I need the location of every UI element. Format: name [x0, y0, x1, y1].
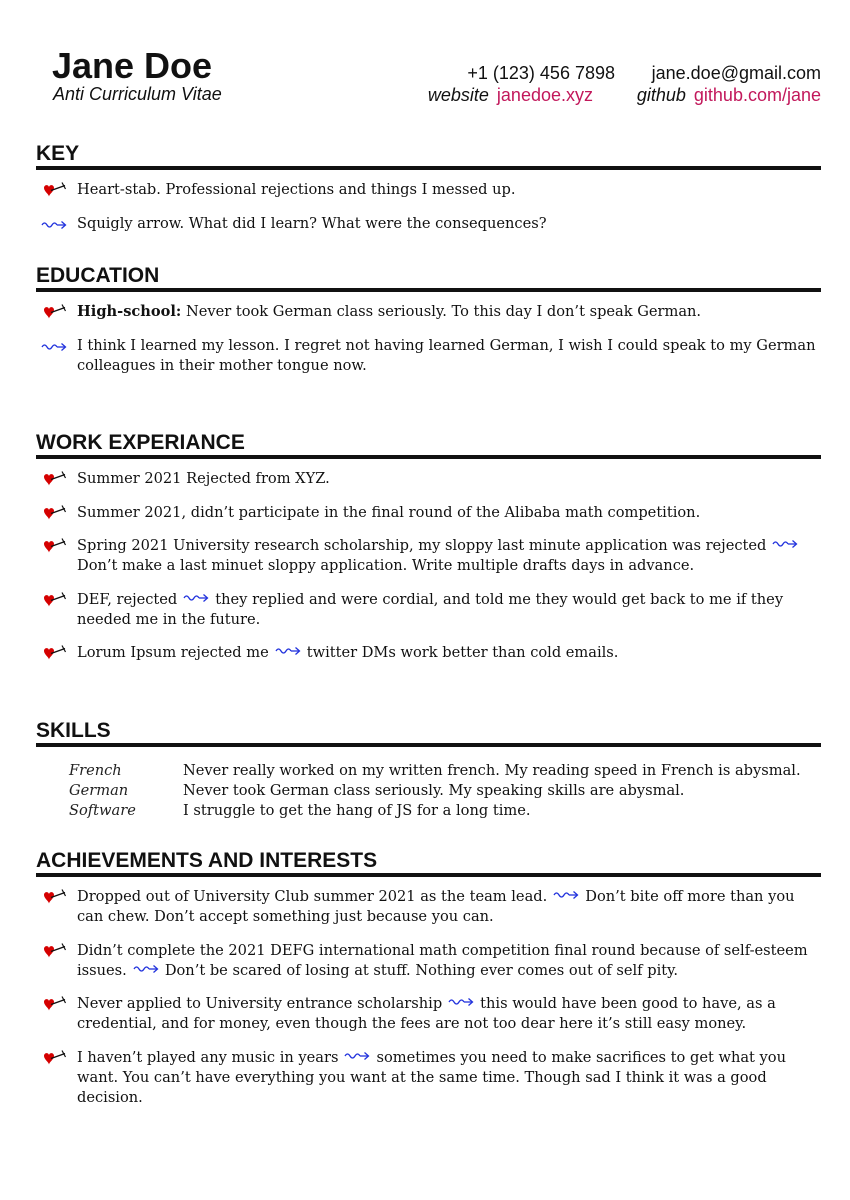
achievement-item-lesson: this would have been good to have, as a credential, and for money, even though the fees are not too dear here it’s still easy money.	[77, 995, 776, 1032]
work-item-lesson: Don’t make a last minuet sloppy application. Write multiple drafts days in advance.	[77, 557, 695, 574]
work-item	[36, 643, 821, 663]
github-line	[637, 85, 821, 105]
achievement-item-text: I haven’t played any music in years	[77, 1048, 339, 1066]
work-item	[36, 536, 821, 576]
education-item-label: High-school:	[77, 303, 182, 320]
education-item	[36, 336, 821, 376]
squiggly-arrow-icon	[133, 963, 161, 975]
work-section	[36, 431, 821, 677]
section-rule	[36, 455, 821, 459]
key-section	[36, 142, 821, 247]
achievement-item	[36, 887, 821, 927]
work-item-text: Summer 2021, didn’t participate in the final round of the Alibaba math competition.	[77, 503, 701, 521]
heart-stab-icon	[41, 504, 69, 522]
achievement-item	[36, 941, 821, 981]
work-item-text: Summer 2021 Rejected from XYZ.	[77, 470, 330, 487]
skills-section	[36, 719, 821, 821]
achievement-item-text: Didn’t complete the 2021 DEFG international math competition final round because of self-esteem issues.	[77, 941, 808, 979]
website-label: website	[427, 85, 489, 105]
education-heading: EDUCATION	[36, 264, 160, 287]
section-rule	[36, 166, 821, 170]
squiggly-arrow-icon	[41, 337, 69, 355]
key-item-arrow	[36, 214, 821, 234]
work-item-lesson: they replied and were cordial, and told me they would get back to me if they needed me in the future.	[77, 590, 784, 628]
heart-stab-icon	[41, 591, 69, 609]
work-item-text: DEF, rejected	[77, 590, 178, 608]
squiggly-arrow-icon	[344, 1050, 372, 1062]
achievement-item	[36, 994, 821, 1034]
skill-text: Never really worked on my written french. My reading speed in French is abysmal.	[183, 762, 801, 779]
website-line	[428, 85, 593, 105]
github-label: github	[636, 85, 686, 105]
skill-row	[36, 801, 821, 821]
work-item	[36, 503, 821, 523]
github-link[interactable]: github.com/jane	[693, 85, 821, 105]
website-link[interactable]: janedoe.xyz	[496, 85, 593, 105]
skill-text: I struggle to get the hang of JS for a long time.	[183, 802, 531, 819]
education-item	[36, 302, 821, 322]
work-item	[36, 469, 821, 489]
achievements-section	[36, 849, 821, 1121]
education-item-text: I think I learned my lesson. I regret not having learned German, I wish I could speak to my German colleagues in their mother tongue now.	[77, 336, 816, 374]
heart-stab-icon	[41, 303, 69, 321]
work-item-text: Lorum Ipsum rejected me	[77, 644, 269, 661]
squiggly-arrow-icon	[553, 889, 581, 901]
skill-text: Never took German class seriously. My speaking skills are abysmal.	[183, 782, 685, 799]
key-heading: KEY	[36, 142, 80, 165]
heart-stab-icon	[41, 1049, 69, 1067]
key-item-text: Squigly arrow. What did I learn? What were the consequences?	[77, 214, 547, 232]
skill-name: French	[69, 762, 122, 779]
education-item-text: Never took German class seriously. To this day I don’t speak German.	[181, 303, 702, 320]
achievements-heading: ACHIEVEMENTS AND INTERESTS	[36, 849, 378, 872]
achievement-item-lesson: Don’t be scared of losing at stuff. Nothing ever comes out of self pity.	[164, 961, 679, 979]
squiggly-arrow-icon	[448, 996, 476, 1008]
achievement-item-lesson: sometimes you need to make sacrifices to get what you want. You can’t have everything you want at the same time. Though sad I think it was a good decision.	[77, 1048, 786, 1106]
heart-stab-icon	[41, 888, 69, 906]
skill-row	[36, 781, 821, 801]
resume-name: Jane Doe	[52, 45, 213, 86]
phone-number: +1 (123) 456 7898	[467, 63, 615, 83]
section-rule	[36, 288, 821, 292]
heart-stab-icon	[41, 537, 69, 555]
skill-row	[36, 761, 821, 781]
section-rule	[36, 873, 821, 877]
education-section	[36, 264, 821, 389]
skill-name: Software	[69, 802, 136, 819]
skills-heading: SKILLS	[36, 719, 111, 742]
squiggly-arrow-icon	[275, 645, 303, 657]
squiggly-arrow-icon	[772, 538, 800, 550]
achievement-item-lesson: Don’t bite off more than you can chew. Don’t accept something just because you can.	[77, 888, 795, 925]
work-heading: WORK EXPERIANCE	[36, 431, 245, 454]
achievement-item-text: Never applied to University entrance scholarship	[77, 995, 443, 1012]
resume-subtitle: Anti Curriculum Vitae	[53, 84, 222, 104]
key-item-text: Heart-stab. Professional rejections and things I messed up.	[77, 181, 516, 198]
heart-stab-icon	[41, 995, 69, 1013]
heart-stab-icon	[41, 942, 69, 960]
heart-stab-icon	[41, 470, 69, 488]
achievement-item	[36, 1048, 821, 1108]
achievement-item-text: Dropped out of University Club summer 2021 as the team lead.	[77, 888, 548, 905]
heart-stab-icon	[41, 181, 69, 199]
squiggly-arrow-icon	[41, 215, 69, 233]
squiggly-arrow-icon	[183, 592, 211, 604]
email-address[interactable]: jane.doe@gmail.com	[651, 63, 821, 83]
heart-stab-icon	[41, 644, 69, 662]
skill-name: German	[69, 782, 129, 799]
work-item-lesson: twitter DMs work better than cold emails.	[306, 644, 619, 661]
work-item	[36, 590, 821, 630]
work-item-text: Spring 2021 University research scholarship, my sloppy last minute application was rejected	[77, 537, 767, 554]
key-item-heart	[36, 180, 821, 200]
section-rule	[36, 743, 821, 747]
